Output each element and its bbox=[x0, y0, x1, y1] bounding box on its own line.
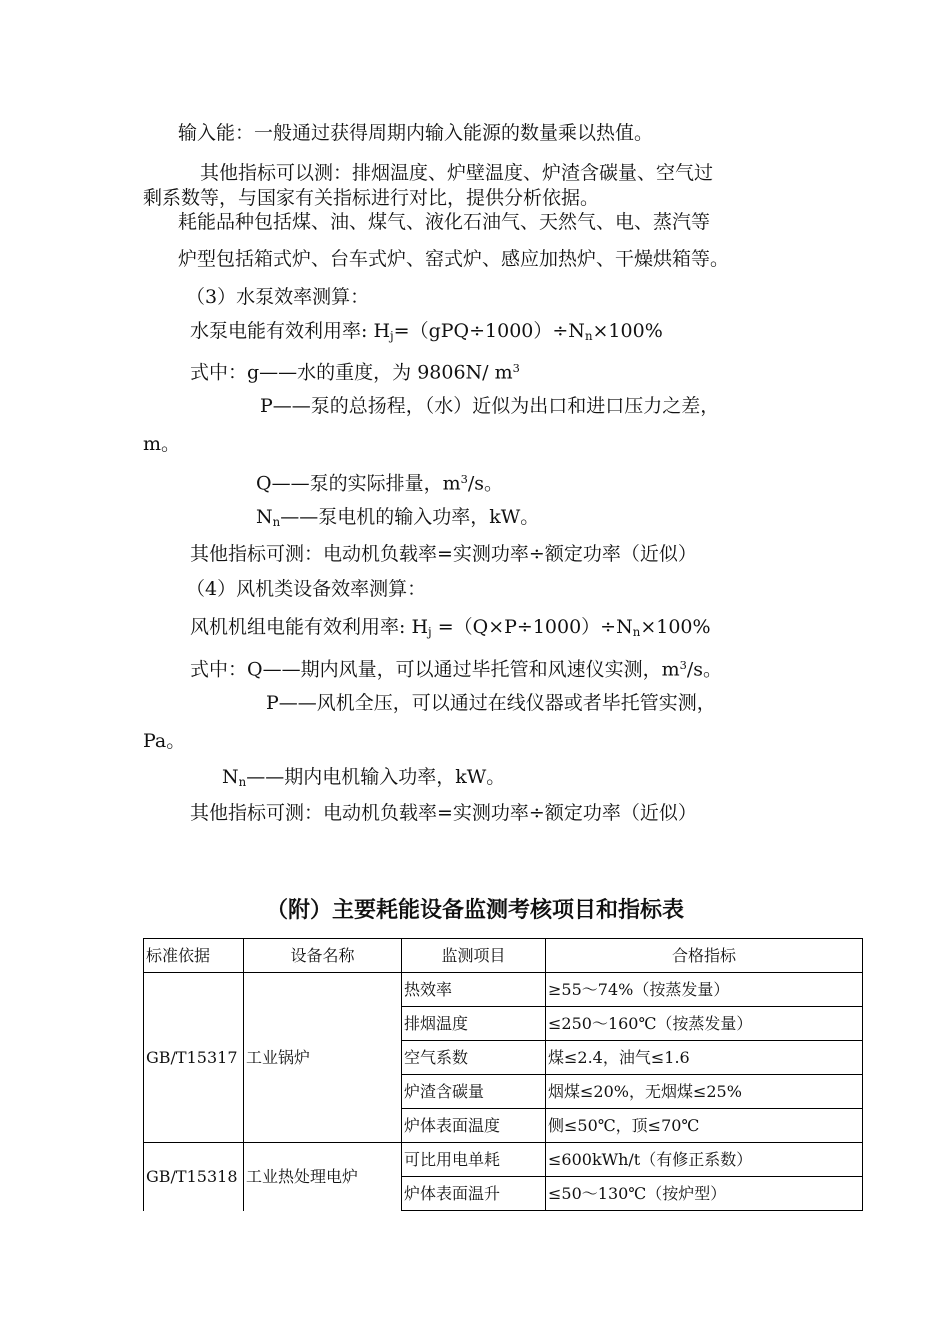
para-energy-types: 耗能品种包括煤、油、煤气、液化石油气、天然气、电、蒸汽等 bbox=[178, 211, 711, 233]
cell-spec: 烟煤≤20%，无烟煤≤25% bbox=[546, 1075, 863, 1109]
header-spec: 合格指标 bbox=[546, 939, 863, 973]
cell-item: 炉体表面温升 bbox=[402, 1177, 546, 1211]
def-q: Q——泵的实际排量，$m^3/s$。 bbox=[256, 472, 503, 495]
def-nn: Nn——泵电机的输入功率，kW。 bbox=[256, 506, 540, 529]
cell-item: 炉体表面温度 bbox=[402, 1109, 546, 1143]
cell-item: 炉渣含碳量 bbox=[402, 1075, 546, 1109]
table-row bbox=[144, 1143, 863, 1177]
cell-spec: ≤250～160℃（按蒸发量） bbox=[546, 1007, 863, 1041]
para-furnace-types: 炉型包括箱式炉、台车式炉、窑式炉、感应加热炉、干燥烘箱等。 bbox=[178, 248, 730, 270]
cell-item: 热效率 bbox=[402, 973, 546, 1007]
def-fan-q: 式中：Q——期内风量，可以通过毕托管和风速仪实测，$m^3/s$。 bbox=[190, 658, 723, 681]
cell-spec: 侧≤50℃，顶≤70℃ bbox=[546, 1109, 863, 1143]
def-fan-p: P——风机全压，可以通过在线仪器或者毕托管实测， bbox=[266, 692, 716, 714]
heading-fan: （4）风机类设备效率测算： bbox=[186, 578, 427, 600]
cell-spec: ≤50～130℃（按炉型） bbox=[546, 1177, 863, 1211]
cell-equipment: 工业锅炉 bbox=[244, 973, 402, 1143]
def-p-unit: m。 bbox=[143, 433, 181, 455]
cell-spec: ≥55～74%（按蒸发量） bbox=[546, 973, 863, 1007]
cell-item: 可比用电单耗 bbox=[402, 1143, 546, 1177]
para-motor-load: 其他指标可测：电动机负载率=实测功率÷额定功率（近似） bbox=[190, 543, 697, 565]
table-title: （附）主要耗能设备监测考核项目和指标表 bbox=[265, 898, 684, 923]
indicator-table bbox=[143, 938, 863, 1211]
para-motor-load-2: 其他指标可测：电动机负载率=实测功率÷额定功率（近似） bbox=[190, 802, 697, 824]
header-standard: 标准依据 bbox=[144, 939, 244, 973]
para-other-indicators-cont: 剩系数等，与国家有关指标进行对比，提供分析依据。 bbox=[143, 187, 600, 209]
cell-equipment: 工业热处理电炉 bbox=[244, 1143, 402, 1211]
cell-spec: ≤600kWh/t（有修正系数） bbox=[546, 1143, 863, 1177]
heading-pump: （3）水泵效率测算： bbox=[186, 286, 370, 308]
cell-spec: 煤≤2.4，油气≤1.6 bbox=[546, 1041, 863, 1075]
formula-pump: 水泵电能有效利用率: Hj=（gPQ÷1000）÷Nn×100% bbox=[190, 320, 663, 343]
para-input-energy: 输入能：一般通过获得周期内输入能源的数量乘以热值。 bbox=[178, 122, 654, 144]
cell-item: 排烟温度 bbox=[402, 1007, 546, 1041]
para-other-indicators: 其他指标可以测：排烟温度、炉壁温度、炉渣含碳量、空气过 bbox=[200, 162, 714, 184]
cell-standard: GB/T15318 bbox=[144, 1143, 244, 1211]
cell-standard: GB/T15317 bbox=[144, 973, 244, 1143]
def-fan-nn: Nn——期内电机输入功率，kW。 bbox=[222, 766, 506, 789]
def-fan-p-unit: Pa。 bbox=[143, 730, 186, 752]
header-equipment: 设备名称 bbox=[244, 939, 402, 973]
formula-fan: 风机机组电能有效利用率: Hj =（Q×P÷1000）÷Nn×100% bbox=[190, 616, 711, 639]
header-item: 监测项目 bbox=[402, 939, 546, 973]
table-row bbox=[144, 973, 863, 1007]
cell-item: 空气系数 bbox=[402, 1041, 546, 1075]
def-g: 式中：g——水的重度，为 9806N/ $m^3$ bbox=[190, 361, 520, 384]
table-header-row bbox=[144, 939, 863, 973]
def-p: P——泵的总扬程，（水）近似为出口和进口压力之差， bbox=[260, 395, 720, 417]
